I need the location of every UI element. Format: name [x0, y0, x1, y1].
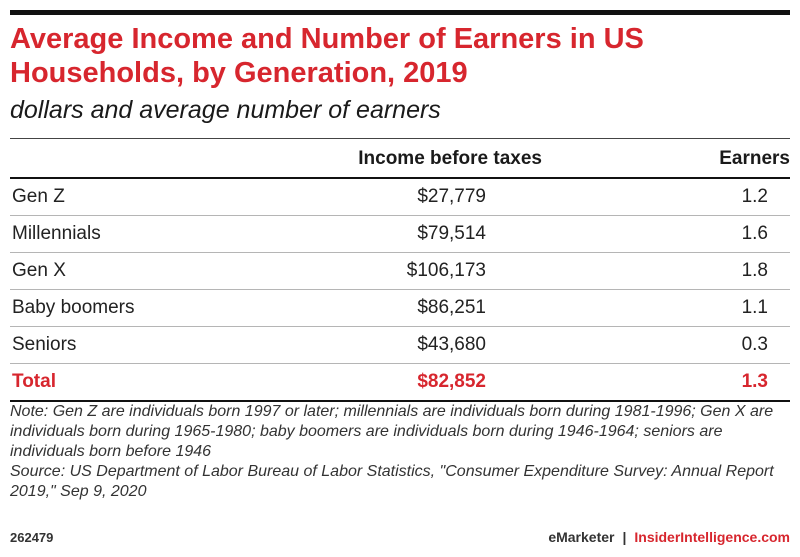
row-earners: 1.8	[741, 260, 768, 281]
brand-name: eMarketer	[548, 529, 615, 545]
row-income: $43,680	[417, 334, 486, 355]
page-title: Average Income and Number of Earners in US Households, by Generation, 2019	[10, 23, 644, 89]
notes	[10, 402, 800, 502]
row-label: Gen X	[12, 260, 66, 281]
column-header-earners: Earners	[719, 148, 790, 169]
table-row	[10, 290, 790, 327]
row-income: $106,173	[406, 260, 486, 281]
page-subtitle: dollars and average number of earners	[10, 96, 441, 124]
chart-id: 262479	[10, 530, 54, 545]
row-label: Total	[12, 371, 56, 392]
table-row-total	[10, 364, 790, 402]
data-table	[10, 179, 790, 402]
row-income: $86,251	[417, 297, 486, 318]
row-earners: 1.2	[741, 186, 768, 207]
note-text: Note: Gen Z are individuals born 1997 or later; millennials are individuals born during 1981-1996; Gen X are individuals born during 1965-1980; baby boomers are individuals born during 1946-1964; seniors are individuals born before 1946	[10, 403, 774, 460]
row-income: $82,852	[417, 371, 486, 392]
table-row	[10, 327, 790, 364]
row-label: Gen Z	[12, 186, 65, 207]
top-rule	[10, 10, 790, 15]
source-text: Source: US Department of Labor Bureau of Labor Statistics, "Consumer Expenditure Survey: Annual Report 2019," Sep 9, 2020	[10, 463, 774, 500]
row-earners: 1.1	[741, 297, 768, 318]
row-label: Seniors	[12, 334, 77, 355]
row-income: $79,514	[417, 223, 486, 244]
row-earners: 0.3	[741, 334, 768, 355]
column-header-income: Income before taxes	[358, 148, 542, 169]
site-link[interactable]: InsiderIntelligence.com	[634, 529, 790, 545]
brand-separator: |	[622, 529, 627, 545]
header-rule	[10, 138, 790, 139]
row-label: Baby boomers	[12, 297, 135, 318]
row-earners: 1.6	[741, 223, 768, 244]
table-row	[10, 179, 790, 216]
footer-brand	[548, 529, 790, 545]
row-income: $27,779	[417, 186, 486, 207]
row-label: Millennials	[12, 223, 101, 244]
row-earners: 1.3	[741, 371, 768, 392]
table-row	[10, 253, 790, 290]
table-row	[10, 216, 790, 253]
